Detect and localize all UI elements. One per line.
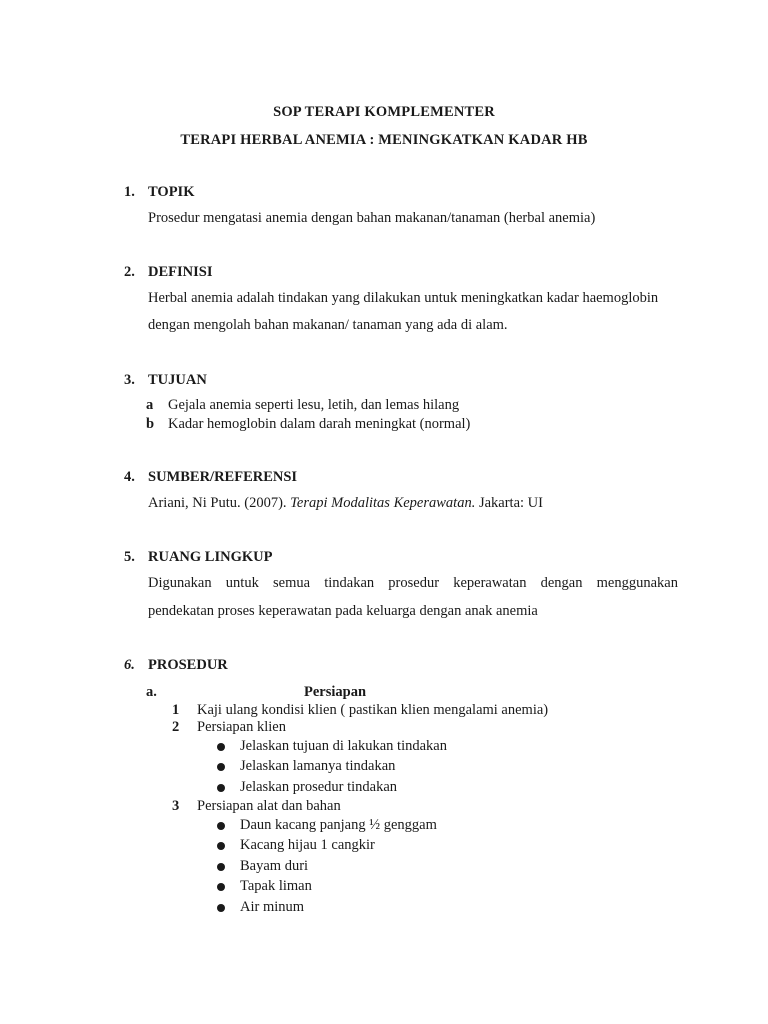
title-line-2: TERAPI HERBAL ANEMIA : MENINGKATKAN KADAR HB	[180, 132, 588, 148]
definisi-line-2: dengan mengolah bahan makanan/ tanaman yang ada di alam.	[148, 317, 508, 333]
item-text: Kadar hemoglobin dalam darah meningkat (normal)	[168, 416, 471, 432]
section-number: 5.	[124, 549, 135, 565]
bullet-icon	[217, 883, 225, 891]
section-number: 4.	[124, 469, 135, 485]
persiapan-klien-item: Jelaskan tujuan di lakukan tindakan	[240, 738, 447, 754]
reference-title: Terapi Modalitas Keperawatan.	[290, 495, 476, 511]
item-letter: a	[146, 397, 154, 413]
alat-bahan-item: Kacang hijau 1 cangkir	[240, 837, 375, 853]
step-text-1: Kaji ulang kondisi klien ( pastikan klien mengalami anemia)	[197, 702, 549, 718]
alat-bahan-item: Bayam duri	[240, 858, 309, 874]
prosedur-sub-title: Persiapan	[304, 684, 367, 700]
step-number-3: 3	[172, 798, 180, 814]
section-heading-prosedur	[124, 657, 228, 674]
prosedur-sub-letter: a.	[146, 684, 157, 700]
tujuan-item-a	[146, 397, 459, 414]
bullet-icon	[217, 842, 225, 850]
bullet-icon	[217, 863, 225, 871]
bullet-icon	[217, 904, 225, 912]
reference-text	[148, 490, 678, 517]
section-title: DEFINISI	[148, 264, 213, 280]
item-letter: b	[146, 416, 155, 432]
step-number-2: 2	[172, 719, 180, 735]
bullet-icon	[217, 763, 225, 771]
section-title: TUJUAN	[148, 372, 207, 388]
section-heading-definisi	[124, 264, 212, 281]
section-number: 2.	[124, 264, 135, 280]
alat-bahan-item: Daun kacang panjang ½ genggam	[240, 817, 437, 833]
title-line-1: SOP TERAPI KOMPLEMENTER	[273, 104, 495, 120]
item-text: Gejala anemia seperti lesu, letih, dan lemas hilang	[168, 397, 460, 413]
step-text-2: Persiapan klien	[197, 719, 286, 735]
persiapan-klien-item: Jelaskan lamanya tindakan	[240, 758, 396, 774]
step-text-3: Persiapan alat dan bahan	[197, 798, 341, 814]
section-title: SUMBER/REFERENSI	[148, 469, 298, 485]
section-number: 1.	[124, 184, 135, 200]
bullet-icon	[217, 784, 225, 792]
bullet-icon	[217, 822, 225, 830]
topik-text: Prosedur mengatasi anemia dengan bahan makanan/tanaman (herbal anemia)	[148, 210, 596, 226]
tujuan-item-b	[146, 416, 470, 433]
section-heading-sumber	[124, 469, 297, 486]
section-heading-tujuan	[124, 372, 207, 389]
persiapan-klien-item: Jelaskan prosedur tindakan	[240, 779, 398, 795]
alat-bahan-item: Tapak liman	[240, 878, 312, 894]
reference-publisher: Jakarta: UI	[475, 495, 543, 511]
section-heading-ruang-lingkup	[124, 549, 272, 566]
definisi-line-1: Herbal anemia adalah tindakan yang dilakukan untuk meningkatkan kadar haemoglobin	[148, 290, 659, 306]
ruang-line-2: pendekatan proses keperawatan pada keluarga dengan anak anemia	[148, 603, 538, 619]
step-number-1: 1	[172, 702, 180, 718]
reference-author: Ariani, Ni Putu. (2007).	[148, 495, 291, 511]
bullet-icon	[217, 743, 225, 751]
section-title: RUANG LINGKUP	[148, 549, 273, 565]
section-title: TOPIK	[148, 184, 195, 200]
ruang-line-1: Digunakan untuk semua tindakan prosedur keperawatan dengan menggunakan	[148, 575, 678, 591]
section-title: PROSEDUR	[148, 657, 228, 673]
section-heading-topik	[124, 184, 194, 201]
alat-bahan-item: Air minum	[240, 899, 305, 915]
section-number: 3.	[124, 372, 135, 388]
section-number: 6.	[124, 657, 135, 673]
